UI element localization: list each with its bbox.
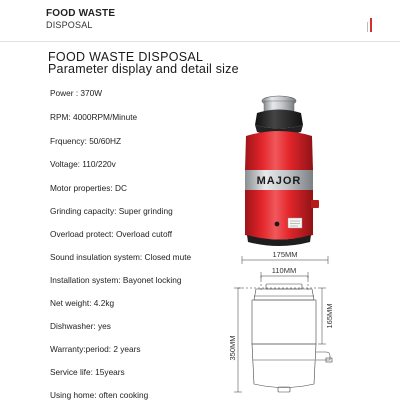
param-rpm: RPM: 4000RPM/Minute — [50, 112, 138, 122]
param-sound: Sound insulation system: Closed mute — [50, 252, 192, 262]
spec-label — [288, 218, 302, 228]
header-decoration-gray — [367, 22, 368, 32]
param-motor: Motor properties: DC — [50, 183, 128, 193]
page-header — [0, 0, 400, 40]
discharge-outlet — [311, 200, 319, 208]
header-decoration-red — [370, 18, 372, 32]
product-image — [232, 92, 326, 252]
dim-label-width-top: 175MM — [272, 250, 298, 259]
page-title: FOOD WASTE DISPOSAL — [48, 50, 204, 64]
param-using-home: Using home: often cooking — [50, 390, 149, 400]
unit-outline — [252, 284, 332, 392]
param-warranty: Warranty:period: 2 years — [50, 344, 141, 354]
body-lower — [245, 190, 313, 240]
dim-label-width-inner: 110MM — [271, 266, 297, 275]
param-installation: Installation system: Bayonet locking — [50, 275, 182, 285]
dimension-diagram — [228, 248, 338, 396]
page-subtitle: Parameter display and detail size — [48, 62, 239, 76]
dim-label-height-upper: 165MM — [325, 303, 334, 329]
param-voltage: Voltage: 110/220v — [50, 159, 116, 169]
header-subtitle: DISPOSAL — [46, 20, 93, 30]
header-divider — [0, 41, 400, 42]
param-service-life: Service life: 15years — [50, 367, 125, 377]
reset-button-icon — [275, 222, 280, 227]
body-upper — [245, 131, 313, 170]
header-title: FOOD WASTE — [46, 8, 116, 19]
dim-label-height-total: 350MM — [228, 335, 237, 361]
param-frequency: Frquency: 50/60HZ — [50, 136, 122, 146]
param-overload: Overload protect: Overload cutoff — [50, 229, 173, 239]
param-dishwasher: Dishwasher: yes — [50, 321, 111, 331]
param-grinding: Grinding capacity: Super grinding — [50, 206, 173, 216]
mounting-ring — [255, 110, 303, 129]
param-weight: Net weight: 4.2kg — [50, 298, 115, 308]
brand-logo: MAJOR — [256, 175, 302, 187]
param-power: Power : 370W — [50, 88, 103, 98]
